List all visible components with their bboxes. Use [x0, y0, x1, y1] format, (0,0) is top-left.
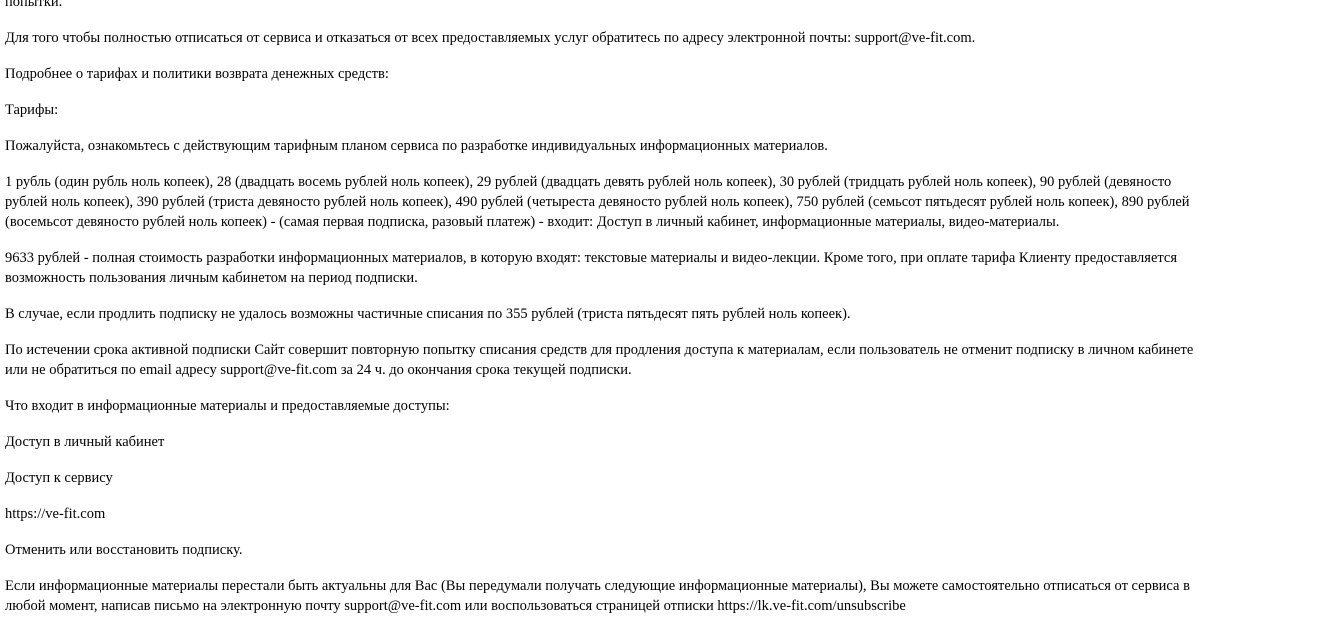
paragraph — [5, 100, 1333, 120]
paragraph — [5, 172, 1333, 232]
paragraph — [5, 28, 1333, 48]
paragraph-line: Тарифы: — [5, 102, 59, 118]
paragraph — [5, 0, 1333, 12]
paragraph-line: Доступ к сервису — [5, 470, 113, 486]
paragraph — [5, 64, 1333, 84]
paragraph-line: Отменить или восстановить подписку. — [5, 542, 243, 558]
paragraph-line: попытки. — [5, 0, 63, 10]
paragraph-line: В случае, если продлить подписку не удалось возможны частичные списания по 355 рублей (триста пятьдесят пять рублей ноль копеек). — [5, 306, 851, 322]
paragraph-line: 1 рубль (один рубль ноль копеек), 28 (двадцать восемь рублей ноль копеек), 29 рублей (двадцать девять рублей ноль копеек), 30 рублей (тридцать рублей ноль копеек), 90 рублей (девяносто — [5, 174, 1172, 190]
paragraph-line: https://ve-fit.com — [5, 506, 106, 522]
paragraph-line: Пожалуйста, ознакомьтесь с действующим тарифным планом сервиса по разработке индивидуальных информационных материалов. — [5, 138, 828, 154]
paragraph — [5, 540, 1333, 560]
paragraph-line: возможность пользования личным кабинетом на период подписки. — [5, 270, 418, 286]
paragraph — [5, 576, 1333, 616]
paragraph-line: Подробнее о тарифах и политики возврата денежных средств: — [5, 66, 389, 82]
paragraph-line: любой момент, написав письмо на электронную почту support@ve-fit.com или воспользоваться страницей отписки https://lk.ve-fit.com/unsubscribe — [5, 598, 906, 614]
paragraph — [5, 340, 1333, 380]
paragraph-line: 9633 рублей - полная стоимость разработки информационных материалов, в которую входят: текстовые материалы и видео-лекции. Кроме того, при оплате тарифа Клиенту предоставляется — [5, 250, 1178, 266]
paragraph-line: (восемьсот девяносто рублей ноль копеек) - (самая первая подписка, разовый платеж) - входит: Доступ в личный кабинет, информационные материалы, видео-материалы. — [5, 214, 1060, 230]
paragraph-line: или не обратиться по email адресу support@ve-fit.com за 24 ч. до окончания срока текущей подписки. — [5, 362, 632, 378]
paragraph — [5, 468, 1333, 488]
paragraph-line: Что входит в информационные материалы и предоставляемые доступы: — [5, 398, 450, 414]
paragraph — [5, 304, 1333, 324]
paragraph — [5, 396, 1333, 416]
paragraph-line: По истечении срока активной подписки Сайт совершит повторную попытку списания средств для продления доступа к материалам, если пользователь не отменит подписку в личном кабинете — [5, 342, 1194, 358]
paragraph-line: Если информационные материалы перестали быть актуальны для Вас (Вы передумали получать следующие информационные материалы), Вы можете самостоятельно отписаться от сервиса в — [5, 578, 1190, 594]
paragraph — [5, 136, 1333, 156]
paragraph — [5, 432, 1333, 452]
paragraph — [5, 504, 1333, 524]
paragraph-line: Доступ в личный кабинет — [5, 434, 165, 450]
paragraph-line: Для того чтобы полностью отписаться от сервиса и отказаться от всех предоставляемых услуг обратитесь по адресу электронной почты: support@ve-fit.com. — [5, 30, 976, 46]
paragraph — [5, 248, 1333, 288]
paragraph-line: рублей ноль копеек), 390 рублей (триста девяносто рублей ноль копеек), 490 рублей (четыреста девяносто рублей ноль копеек), 750 рублей (семьсот пятьдесят рублей ноль копеек), 890 рублей — [5, 194, 1190, 210]
